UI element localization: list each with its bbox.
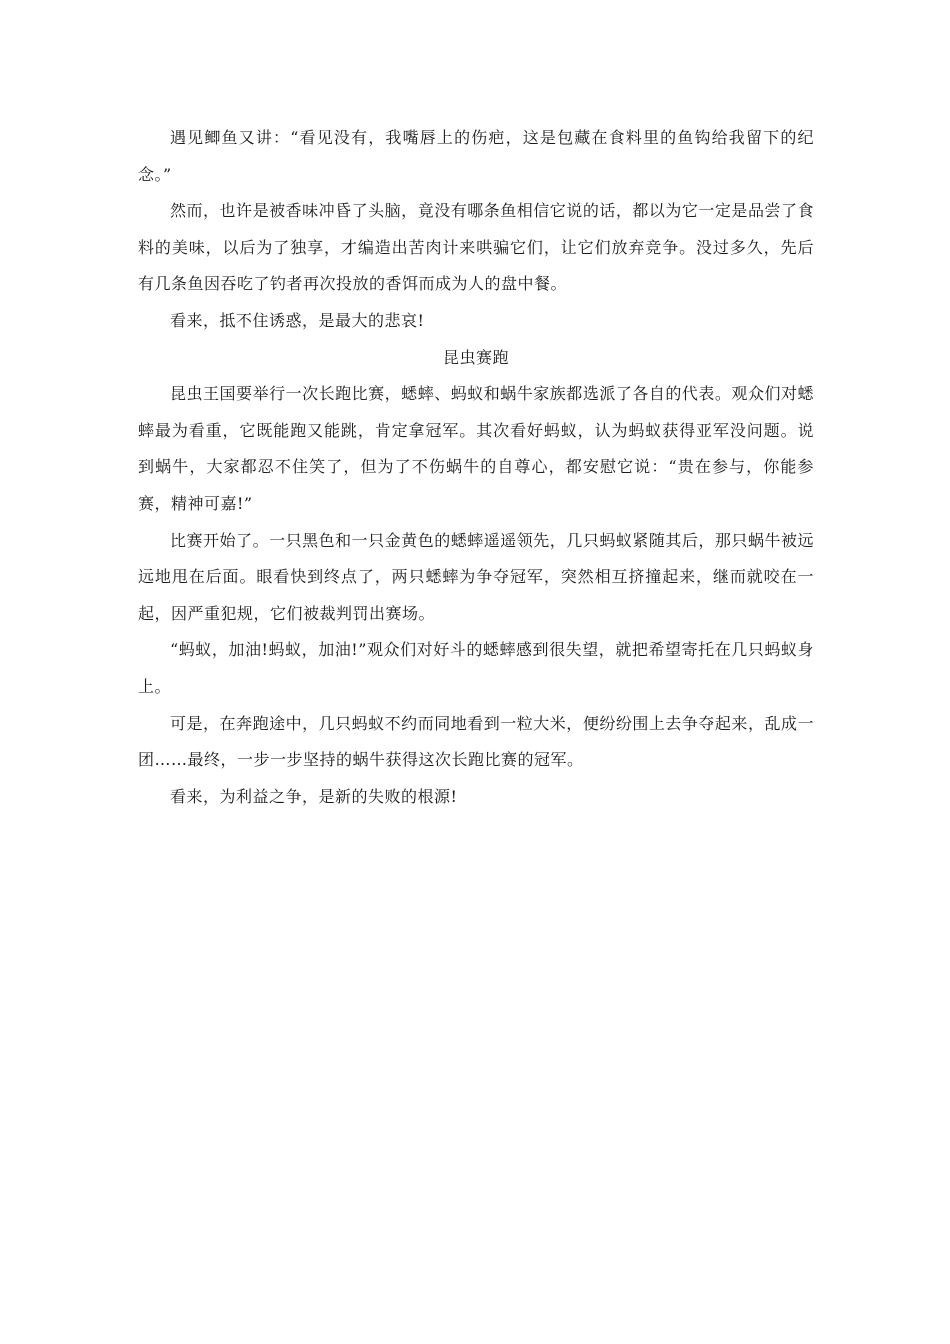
paragraph: “蚂蚁，加油!蚂蚁，加油!”观众们对好斗的蟋蟀感到很失望，就把希望寄托在几只蚂蚁身上。 (138, 640, 814, 696)
paragraph: 看来，为利益之争，是新的失败的根源! (170, 786, 458, 806)
paragraph: 比赛开始了。一只黑色和一只金黄色的蟋蟀遥遥领先，几只蚂蚁紧随其后，那只蜗牛被远远地甩在后面。眼看快到终点了，两只蟋蟀为争夺冠军，突然相互挤撞起来，继而就咬在一起，因严重犯规，它们被裁判罚出赛场。 (138, 530, 814, 623)
paragraph: 昆虫王国要举行一次长跑比赛，蟋蟀、蚂蚁和蜗牛家族都选派了各自的代表。观众们对蟋蟀最为看重，它既能跑又能跳，肯定拿冠军。其次看好蚂蚁，认为蚂蚁获得亚军没问题。说到蜗牛，大家都忍不住笑了，但为了不伤蜗牛的自尊心，都安慰它说：“贵在参与，你能参赛，精神可嘉!” (138, 384, 814, 513)
paragraph: 看来，抵不住诱惑，是最大的悲哀! (170, 310, 425, 330)
paragraph: 可是，在奔跑途中，几只蚂蚁不约而同地看到一粒大米，便纷纷围上去争夺起来，乱成一团……最终，一步一步坚持的蜗牛获得这次长跑比赛的冠军。 (138, 713, 814, 770)
paragraph: 遇见鲫鱼又讲：“看见没有，我嘴唇上的伤疤，这是包藏在食料里的鱼钩给我留下的纪念。” (138, 128, 814, 184)
paragraph: 然而，也许是被香味冲昏了头脑，竟没有哪条鱼相信它说的话，都以为它一定是品尝了食料的美味，以后为了独享，才编造出苦肉计来哄骗它们，让它们放弃竞争。没过多久，先后有几条鱼因吞吃了钓者再次投放的香饵而成为人的盘中餐。 (138, 201, 814, 294)
story-title: 昆虫赛跑 (442, 347, 509, 367)
document-page (138, 120, 814, 815)
